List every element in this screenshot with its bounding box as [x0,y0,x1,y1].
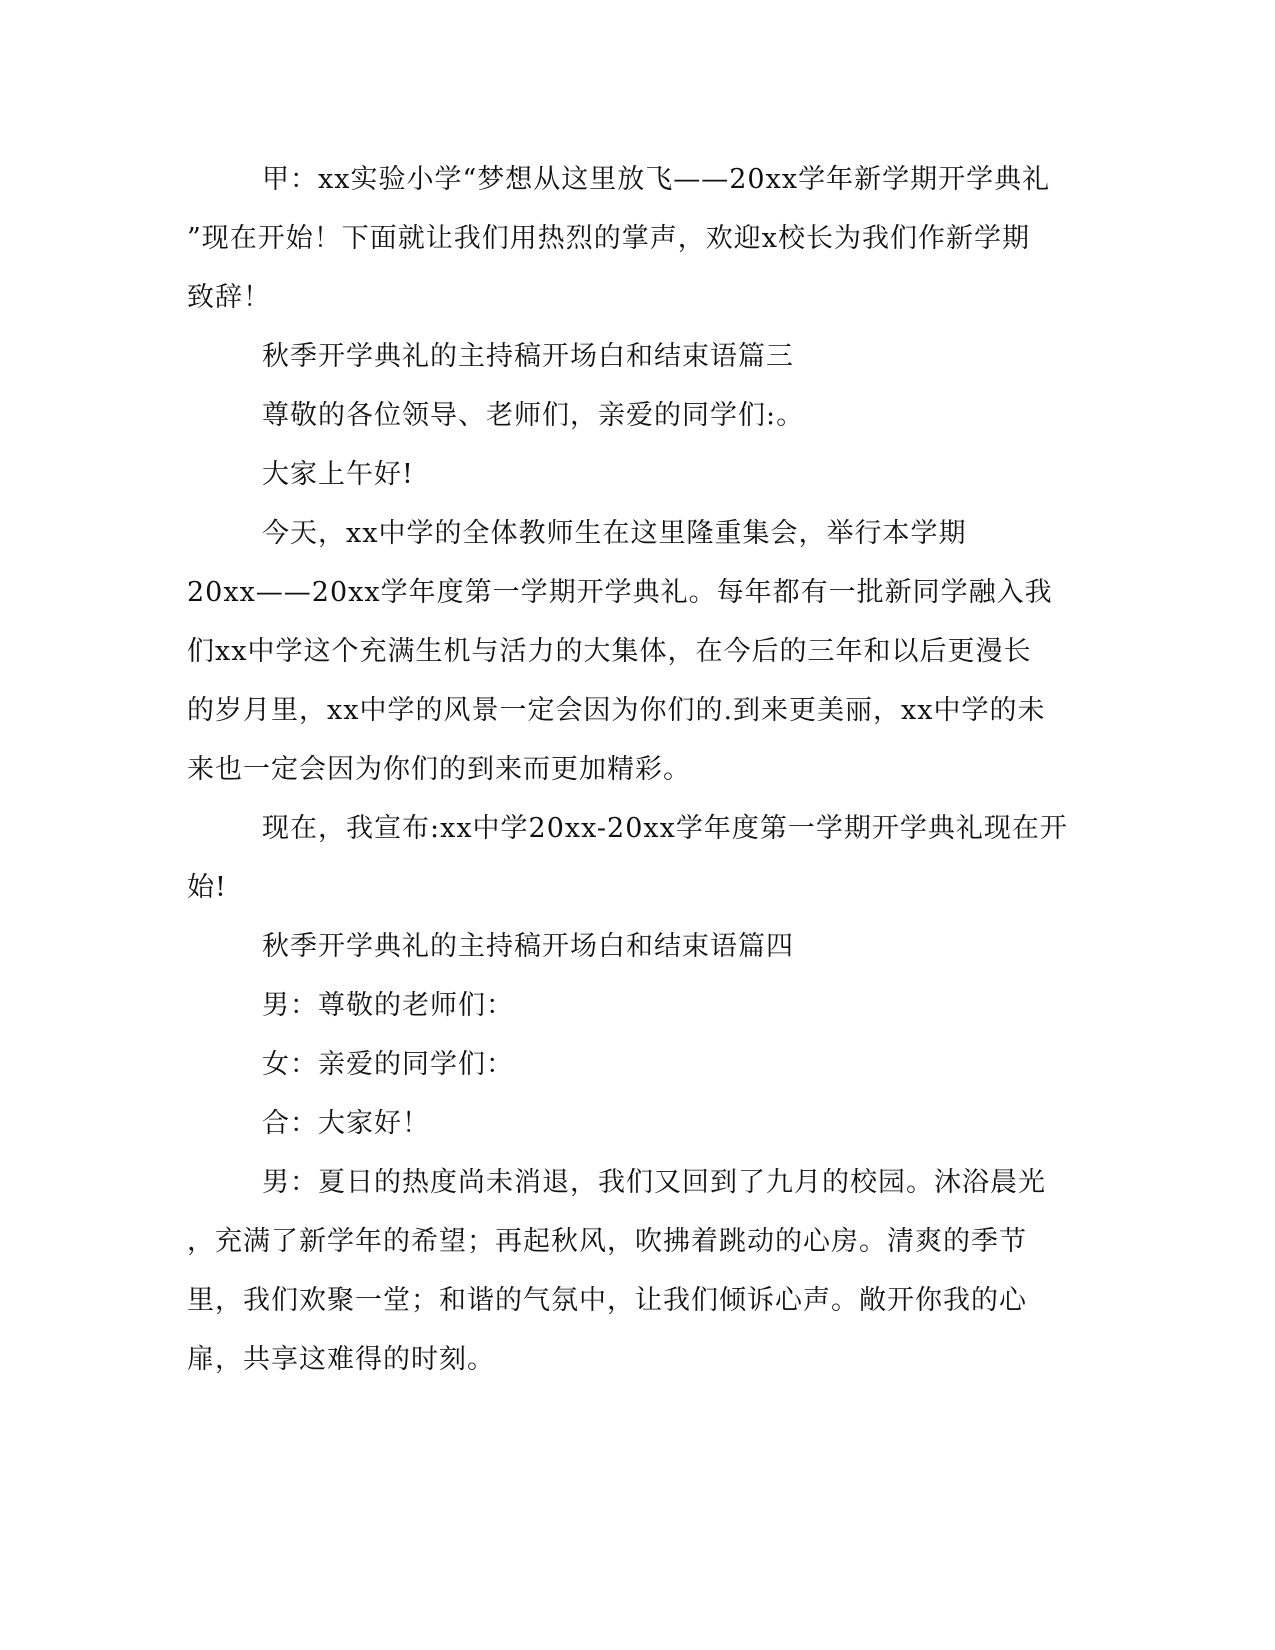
paragraph-line: 尊敬的各位领导、老师们，亲爱的同学们:。 [262,400,805,431]
paragraph-line: 扉，共享这难得的时刻。 [187,1344,495,1375]
paragraph-line: 里，我们欢聚一堂；和谐的气氛中，让我们倾诉心声。敞开你我的心 [187,1285,1027,1316]
section-heading: 秋季开学典礼的主持稿开场白和结束语篇三 [262,341,794,372]
paragraph-line: ”现在开始！下面就让我们用热烈的掌声，欢迎x校长为我们作新学期 [187,223,1031,254]
paragraph-line: 男：尊敬的老师们： [262,990,514,1021]
paragraph-line: 致辞！ [187,282,271,313]
paragraph-line: 始! [187,872,227,903]
paragraph-line: 今天，xx中学的全体教师生在这里隆重集会，举行本学期 [262,518,967,549]
paragraph-line: 甲：xx实验小学“梦想从这里放飞——20xx学年新学期开学典礼 [262,164,1051,195]
section-heading: 秋季开学典礼的主持稿开场白和结束语篇四 [262,931,794,962]
paragraph-line: 现在，我宣布:xx中学20xx-20xx学年度第一学期开学典礼现在开 [262,813,1068,844]
paragraph-line: 男：夏日的热度尚未消退，我们又回到了九月的校园。沐浴晨光 [262,1167,1046,1198]
paragraph-line: ，充满了新学年的希望；再起秋风，吹拂着跳动的心房。清爽的季节 [187,1226,1027,1257]
paragraph-line: 的岁月里，xx中学的风景一定会因为你们的.到来更美丽，xx中学的未 [187,695,1046,726]
paragraph-line: 大家上午好! [262,459,414,490]
paragraph-line: 20xx——20xx学年度第一学期开学典礼。每年都有一批新同学融入我 [187,577,1053,608]
paragraph-line: 合：大家好！ [262,1108,430,1139]
paragraph-line: 女：亲爱的同学们： [262,1049,514,1080]
paragraph-line: 们xx中学这个充满生机与活力的大集体，在今后的三年和以后更漫长 [187,636,1032,667]
paragraph-line: 来也一定会因为你们的到来而更加精彩。 [187,754,691,785]
